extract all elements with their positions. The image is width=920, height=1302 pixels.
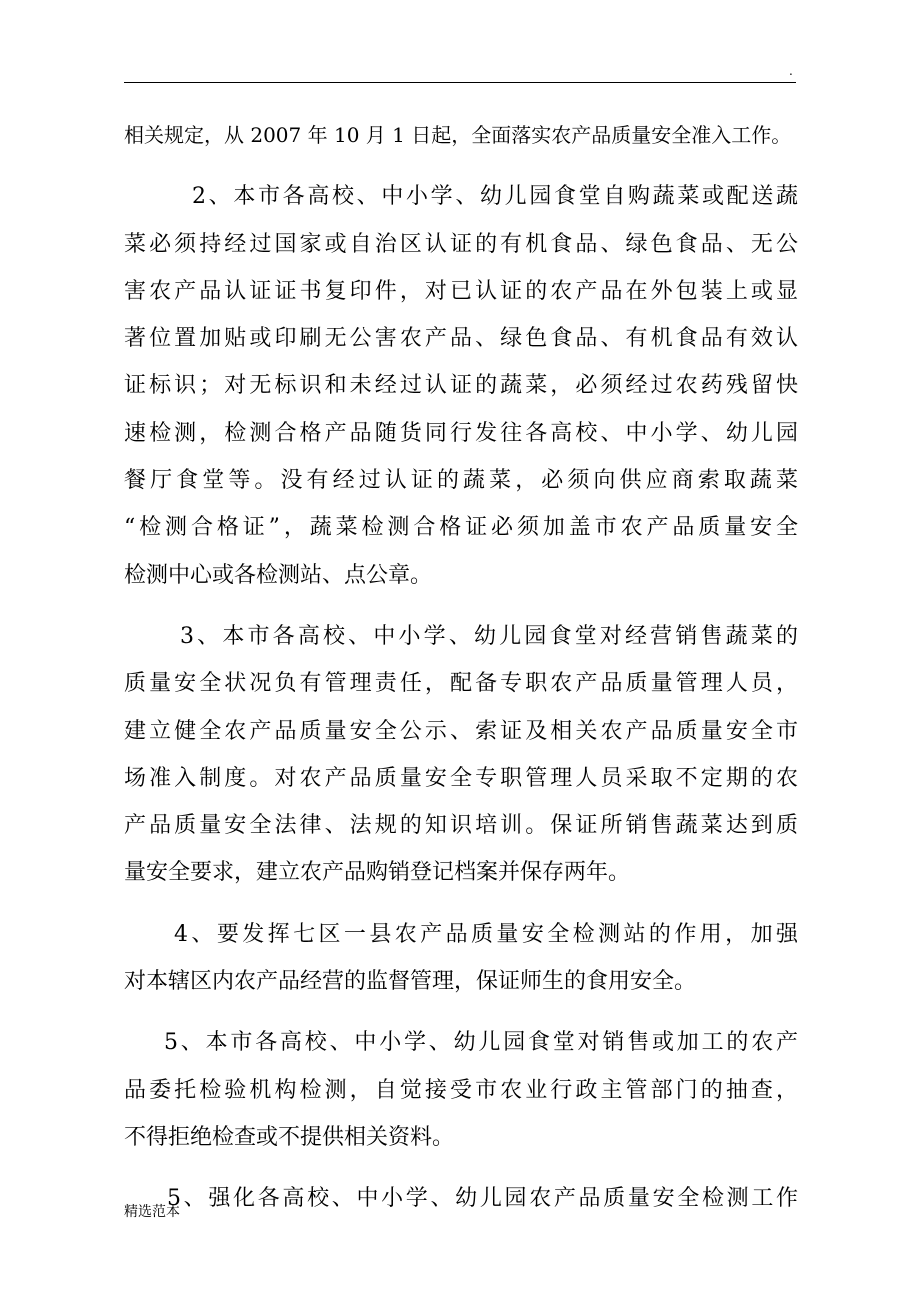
paragraph-2-line: “检测合格证”，蔬菜检测合格证必须加盖市农产品质量安全 (124, 515, 798, 541)
paragraph-2-line: 害农产品认证证书复印件，对已认证的农产品在外包装上或显 (124, 278, 798, 304)
header-rule (124, 82, 796, 83)
paragraph-2-line: 2、本市各高校、中小学、幼儿园食堂自购蔬菜或配送蔬 (192, 184, 798, 210)
paragraph-3-line: 建立健全农产品质量安全公示、索证及相关农产品质量安全市 (124, 718, 798, 744)
paragraph-2-line: 检测中心或各检测站、点公章。 (124, 562, 433, 588)
body-line: 相关规定，从 2007 年 10 月 1 日起，全面落实农产品质量安全准入工作。 (124, 123, 792, 147)
paragraph-3-line: 3、本市各高校、中小学、幼儿园食堂对经营销售蔬菜的 (180, 623, 798, 649)
paragraph-2-line: 著位置加贴或印刷无公害农产品、绿色食品、有机食品有效认 (124, 326, 798, 352)
paragraph-5-line: 不得拒绝检查或不提供相关资料。 (124, 1124, 455, 1150)
paragraph-2-line: 餐厅食堂等。没有经过认证的蔬菜，必须向供应商索取蔬菜 (124, 468, 798, 494)
paragraph-2-line: 速检测，检测合格产品随货同行发往各高校、中小学、幼儿园 (124, 420, 798, 446)
paragraph-4-line: 4、要发挥七区一县农产品质量安全检测站的作用，加强 (174, 921, 798, 947)
header-dot: . (789, 64, 793, 78)
paragraph-3-line: 场准入制度。对农产品质量安全专职管理人员采取不定期的农 (124, 765, 798, 791)
paragraph-3-line: 质量安全状况负有管理责任，配备专职农产品质量管理人员， (124, 671, 798, 697)
paragraph-2-line: 证标识；对无标识和未经过认证的蔬菜，必须经过农药残留快 (124, 373, 798, 399)
paragraph-5-line: 5、本市各高校、中小学、幼儿园食堂对销售或加工的农产 (164, 1030, 798, 1056)
paragraph-6-line: 5、强化各高校、中小学、幼儿园农产品质量安全检测工作 (167, 1186, 798, 1212)
document-body (124, 112, 798, 1223)
paragraph-5-line: 品委托检验机构检测，自觉接受市农业行政主管部门的抽查， (124, 1077, 798, 1103)
paragraph-3-line: 产品质量安全法律、法规的知识培训。保证所销售蔬菜达到质 (124, 813, 798, 839)
paragraph-4-line: 对本辖区内农产品经营的监督管理，保证师生的食用安全。 (124, 969, 697, 995)
footer-label: 精选范本 (124, 1204, 180, 1220)
paragraph-2-line: 菜必须持经过国家或自治区认证的有机食品、绿色食品、无公 (124, 231, 798, 257)
paragraph-3-line: 量安全要求，建立农产品购销登记档案并保存两年。 (124, 860, 631, 886)
